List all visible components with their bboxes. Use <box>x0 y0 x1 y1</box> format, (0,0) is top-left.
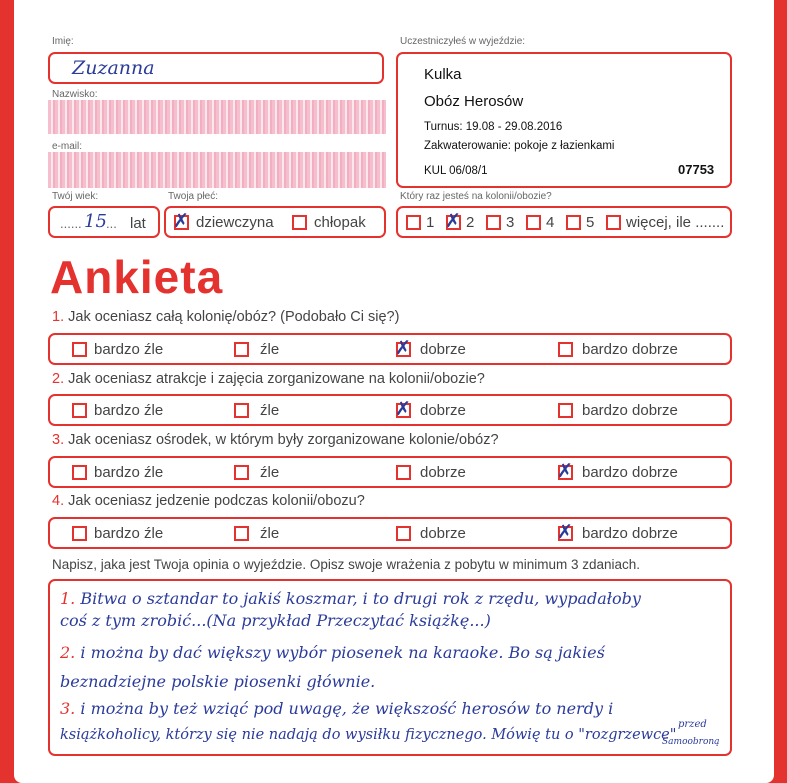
times-checkbox-2[interactable] <box>445 210 461 232</box>
question-2-label: Jak oceniasz atrakcje i zajęcia zorganizowane na kolonii/obozie? <box>68 371 485 387</box>
question-2-answers <box>48 394 732 426</box>
q3-option-4: bardzo dobrze <box>582 464 678 481</box>
q2-option-3: dobrze <box>420 402 466 419</box>
name-value: Zuzanna <box>72 57 155 79</box>
times-checkbox-3[interactable] <box>486 215 501 230</box>
check-x-icon: ✗ <box>445 210 461 232</box>
question-2-num: 2. <box>52 371 65 387</box>
question-4-num: 4. <box>52 493 65 509</box>
times-option-3: 3 <box>506 214 515 231</box>
age-field[interactable] <box>48 206 160 238</box>
q3-checkbox-3[interactable] <box>396 465 411 480</box>
age-dots-before: ...... <box>60 216 82 231</box>
opinion-line-4 <box>60 672 375 691</box>
q4-checkbox-1[interactable] <box>72 526 87 541</box>
surname-redacted <box>48 100 386 134</box>
q2-option-4: bardzo dobrze <box>582 402 678 419</box>
check-x-icon: ✗ <box>173 210 189 232</box>
participant-label: Uczestniczyłeś w wyjeździe: <box>400 36 526 47</box>
opinion-line-5-num: 3. <box>60 699 76 718</box>
q4-option-2: źle <box>260 525 280 542</box>
q1-checkbox-3[interactable] <box>395 337 411 359</box>
survey-sheet <box>14 0 774 783</box>
participant-box <box>396 52 732 188</box>
surname-label: Nazwisko: <box>52 89 98 100</box>
q3-option-3: dobrze <box>420 464 466 481</box>
gender-option-male: chłopak <box>314 214 366 231</box>
participant-number: 07753 <box>678 162 715 177</box>
opinion-line-5 <box>60 699 613 718</box>
age-unit: lat <box>130 215 146 232</box>
q2-option-1: bardzo źle <box>94 402 164 419</box>
gender-option-female: dziewczyna <box>196 214 274 231</box>
page-title: Ankieta <box>50 251 224 303</box>
q4-option-4: bardzo dobrze <box>582 525 678 542</box>
opinion-line-4-text: beznadziejne polskie piosenki głównie. <box>60 672 376 691</box>
question-4-text <box>52 493 365 509</box>
q1-option-3: dobrze <box>420 341 466 358</box>
email-label: e-mail: <box>52 141 83 152</box>
q4-option-1: bardzo źle <box>94 525 164 542</box>
q4-checkbox-2[interactable] <box>234 526 249 541</box>
name-label: Imię: <box>52 36 74 47</box>
check-x-icon: ✗ <box>395 398 411 420</box>
name-field[interactable] <box>48 52 384 84</box>
opinion-line-1-num: 1. <box>60 589 76 608</box>
gender-label: Twoja płeć: <box>168 191 219 202</box>
times-checkbox-5[interactable] <box>566 215 581 230</box>
check-x-icon: ✗ <box>557 521 573 543</box>
question-1-label: Jak oceniasz całą kolonię/obóz? (Podobało Ci się?) <box>68 309 400 325</box>
margin-note-bottom: Samoobroną <box>662 737 720 747</box>
opinion-line-1-text: Bitwa o sztandar to jakiś koszmar, i to drugi rok z rzędu, wypadałoby <box>80 589 641 608</box>
times-option-5: 5 <box>586 214 595 231</box>
times-option-2: 2 <box>466 214 475 231</box>
times-option-4: 4 <box>546 214 555 231</box>
q1-checkbox-2[interactable] <box>234 342 249 357</box>
q1-checkbox-1[interactable] <box>72 342 87 357</box>
times-option-more: więcej, ile ....... <box>626 214 725 231</box>
question-3-answers <box>48 456 732 488</box>
q3-checkbox-2[interactable] <box>234 465 249 480</box>
participant-name: Kulka <box>424 66 462 83</box>
q2-option-2: źle <box>260 402 280 419</box>
question-1-num: 1. <box>52 309 65 325</box>
check-x-icon: ✗ <box>395 337 411 359</box>
q4-checkbox-3[interactable] <box>396 526 411 541</box>
age-dots-after: ... <box>106 216 117 231</box>
q2-checkbox-4[interactable] <box>558 403 573 418</box>
opinion-line-2-text: coś z tym zrobić...(Na przykład Przeczytać książkę...) <box>60 611 491 630</box>
question-4-label: Jak oceniasz jedzenie podczas kolonii/obozu? <box>68 493 365 509</box>
q1-checkbox-4[interactable] <box>558 342 573 357</box>
q3-option-2: źle <box>260 464 280 481</box>
opinion-line-5-text: i można by też wziąć pod uwagę, że większość herosów to nerdy i <box>80 699 614 718</box>
q2-checkbox-1[interactable] <box>72 403 87 418</box>
gender-checkbox-female[interactable] <box>173 210 189 232</box>
q4-option-3: dobrze <box>420 525 466 542</box>
participant-code: KUL 06/08/1 <box>424 165 488 177</box>
q1-option-4: bardzo dobrze <box>582 341 678 358</box>
times-field <box>396 206 732 238</box>
question-4-answers <box>48 517 732 549</box>
times-option-1: 1 <box>426 214 435 231</box>
question-1-answers <box>48 333 732 365</box>
question-3-label: Jak oceniasz ośrodek, w którym były zorganizowane kolonie/obóz? <box>68 432 499 448</box>
opinion-line-3 <box>60 643 605 662</box>
opinion-textarea[interactable] <box>48 579 732 756</box>
participant-camp: Obóz Herosów <box>424 93 524 110</box>
opinion-line-3-text: i można by dać większy wybór piosenek na karaoke. Bo są jakieś <box>80 643 605 662</box>
age-label: Twój wiek: <box>52 191 99 202</box>
age-value: 15 <box>84 211 107 232</box>
times-checkbox-1[interactable] <box>406 215 421 230</box>
q3-option-1: bardzo źle <box>94 464 164 481</box>
opinion-line-1 <box>60 589 641 608</box>
question-2-text <box>52 371 485 387</box>
q3-checkbox-1[interactable] <box>72 465 87 480</box>
opinion-prompt: Napisz, jaka jest Twoja opinia o wyjeździe. Opisz swoje wrażenia z pobytu w minimum 3 zdaniach. <box>52 557 641 572</box>
q3-checkbox-4[interactable] <box>557 460 573 482</box>
opinion-line-6-text: książkoholicy, którzy się nie nadają do wysiłku fizycznego. Mówię tu o "rozgrzewce" <box>60 727 677 743</box>
email-redacted <box>48 152 386 188</box>
question-3-num: 3. <box>52 432 65 448</box>
gender-field <box>164 206 386 238</box>
q2-checkbox-2[interactable] <box>234 403 249 418</box>
opinion-line-6 <box>60 727 676 743</box>
opinion-line-3-num: 2. <box>60 643 76 662</box>
opinion-line-2 <box>60 611 491 630</box>
q4-checkbox-4[interactable] <box>557 521 573 543</box>
times-checkbox-more[interactable] <box>606 215 621 230</box>
participant-turnus: Turnus: 19.08 - 29.08.2016 <box>424 121 563 133</box>
question-1-text <box>52 309 399 325</box>
q2-checkbox-3[interactable] <box>395 398 411 420</box>
participant-accommodation: Zakwaterowanie: pokoje z łazienkami <box>424 140 615 152</box>
margin-note-top: przed <box>678 719 707 730</box>
question-3-text <box>52 432 499 448</box>
q1-option-2: źle <box>260 341 280 358</box>
gender-checkbox-male[interactable] <box>292 215 307 230</box>
check-x-icon: ✗ <box>557 460 573 482</box>
q1-option-1: bardzo źle <box>94 341 164 358</box>
times-checkbox-4[interactable] <box>526 215 541 230</box>
times-label: Który raz jesteś na kolonii/obozie? <box>400 191 552 202</box>
